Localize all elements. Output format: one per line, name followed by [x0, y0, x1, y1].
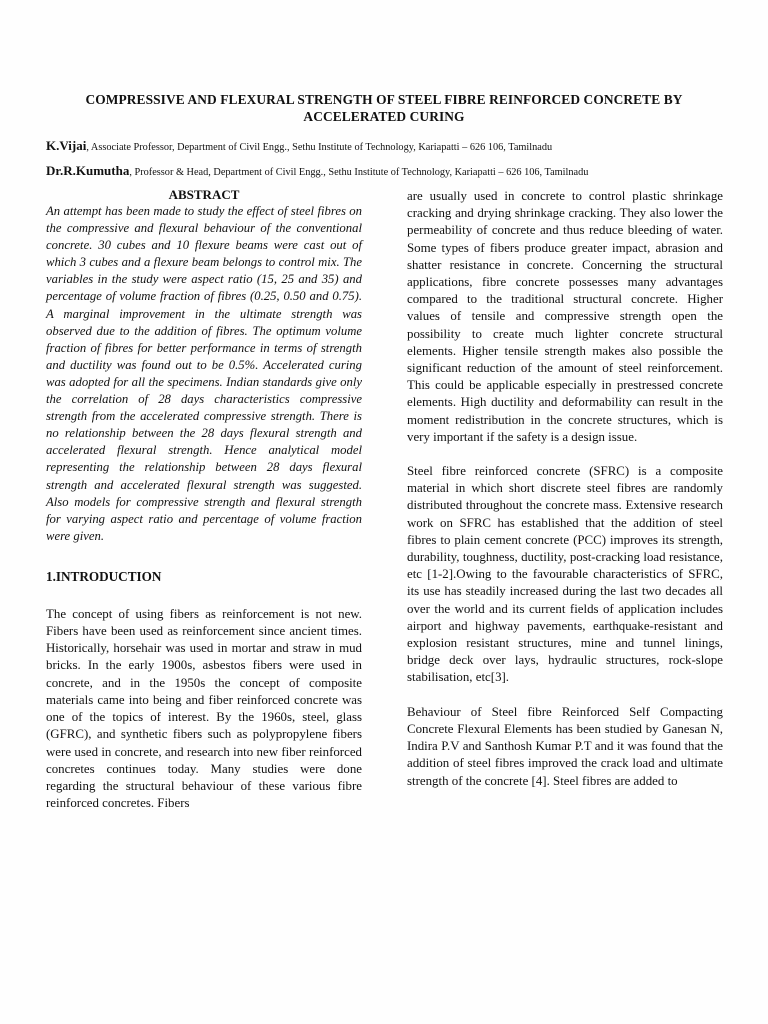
abstract-text: An attempt has been made to study the effect of steel fibres on the compressive and flexural behaviour of the conventional concrete. 30 cubes and 10 flexure beams were cast out of which 3 cubes and a flexure beam belongs to control mix. The variables in the study were aspect ratio (15, 25 and 35) and percentage of volume fraction of fibres (0.25, 0.50 and 0.75). A marginal improvement in the ultimate strength was observed due to the addition of fibres. The optimum volume fraction of fibres for better performance in terms of strength and ductility was found out to be 0.5%. Accelerated curing was adopted for all the specimens. Indian standards give only the correlation of 28 days characteristics compressive strength from the accelerated compressive strength. There is no relationship between the 28 days flexural strength and accelerated flexural strength. Hence analytical model representing the relationship between 28 days flexural strength and accelerated flexural strength was suggested. Also models for compressive strength and flexural strength for varying aspect ratio and percentage of volume fraction were given. — [46, 204, 362, 543]
author-affiliation: , Associate Professor, Department of Civil Engg., Sethu Institute of Technology, Kariapatti – 626 106, Tamilnadu — [86, 142, 553, 153]
author-name: Dr.R.Kumutha — [46, 163, 130, 178]
introduction-paragraph-1: The concept of using fibers as reinforcement is not new. Fibers have been used as reinforcement since ancient times. Historically, horsehair was used in mortar and straw in mud bricks. In the early 1900s, asbestos fibers were used in concrete, and in the 1950s the concept of composite materials came into being and fiber reinforced concrete was one of the topics of interest. By the 1960s, steel, glass (GFRC), and synthetic fibers such as polypropylene fibers were used in concrete, and research into new fiber reinforced concretes continues today. Many studies were done regarding the structural behaviour of these various fibre reinforced concretes. Fibers — [46, 606, 362, 811]
author-line-1 — [46, 138, 552, 154]
introduction-paragraph-1-continued: are usually used in concrete to control plastic shrinkage cracking and drying shrinkage cracking. They also lower the permeability of concrete and thus reduce bleeding of water. Some types of fibers produce greater impact, abrasion and shatter resistance in concrete. Concerning the structural applications, fibre concrete possesses many advantages compared to the traditional structural concrete. Higher values of tensile and compressive strength open the possibility to create much lighter concrete structural elements. Higher tensile strength makes also possible the significant reduction of the amount of steel reinforcement. This could be applicable especially in prestressed concrete elements. High ductility and deformability can result in the moment redistribution in the concrete structures, which is very important if the safety is a design issue. — [407, 189, 723, 444]
abstract-heading: ABSTRACT — [168, 187, 240, 202]
paper-title: COMPRESSIVE AND FLEXURAL STRENGTH OF STEEL FIBRE REINFORCED CONCRETE BY ACCELERATED CURING — [85, 92, 683, 124]
author-name: K.Vijai — [46, 138, 87, 153]
left-column — [46, 186, 362, 812]
introduction-paragraph-3: Behaviour of Steel fibre Reinforced Self Compacting Concrete Flexural Elements has been studied by Ganesan N, Indira P.V and Santhosh Kumar P.T and it was found that the addition of steel fibres improved the crack load and ultimate strength of the concrete [4]. Steel fibres are added to — [407, 704, 723, 788]
author-line-2 — [46, 163, 588, 179]
introduction-heading: 1.INTRODUCTION — [46, 568, 162, 584]
introduction-paragraph-2: Steel fibre reinforced concrete (SFRC) is a composite material in which short discrete steel fibres are randomly distributed throughout the concrete mass. Extensive research work on SFRC has established that the addition of steel fibres to plain cement concrete (PCC) improves its strength, durability, toughness, ductility, post-cracking load resistance, etc [1-2].Owing to the favourable characteristics of SFRC, its use has steadily increased during the last two decades all over the world and its current fields of application includes airport and highway pavements, earthquake-resistant and explosion resistant structures, mine and tunnel linings, bridge deck over lays, hydraulic structures, rock-slope stabilisation, etc[3]. — [407, 464, 723, 685]
right-column — [407, 188, 723, 790]
author-affiliation: , Professor & Head, Department of Civil Engg., Sethu Institute of Technology, Kariapatti – 626 106, Tamilnadu — [129, 167, 589, 178]
